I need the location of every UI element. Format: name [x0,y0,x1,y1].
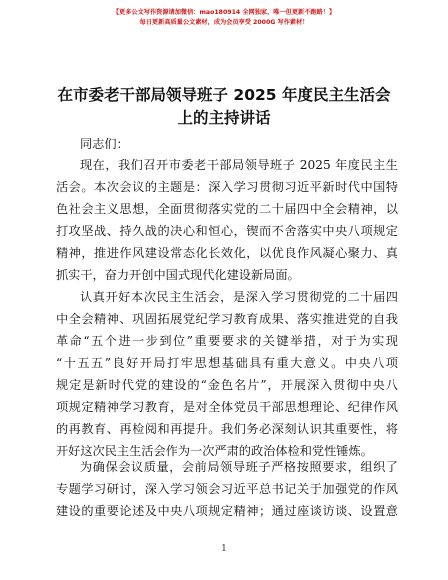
paragraph-line: 打攻坚战、持久战的决心和恒心，锲而不舍落实中央八项规定 [56,224,398,238]
paragraph-line: 项规定精神学习教育，是对全体党员干部思想理论、纪律作风 [56,400,398,414]
promo-banner-line2: 每日更新高质量公文素材，成为会员享受 2000G 写作素材！ [139,19,309,26]
paragraph-line: “十五五”良好开局打牢思想基础具有重大意义。中央八项 [56,356,398,370]
page-number: 1 [221,544,227,554]
paragraph-line: 革命“五个进一步到位”重要要求的关键举措，对于为实现 [56,334,398,348]
paragraph-2 [56,286,398,462]
paragraph-line: 精神，推进作风建设常态化长效化，以优良作风凝心聚力、真 [56,246,398,260]
paragraph-line: 活会。本次会议的主题是：深入学习贯彻习近平新时代中国特 [56,180,398,194]
paragraph-line: 现在，我们召开市委老干部局领导班子 2025 年度民主生 [80,158,398,172]
paragraph-line: 为确保会议质量，会前局领导班子严格按照要求，组织了 [80,460,398,474]
paragraph-line: 色社会主义思想，全面贯彻落实党的二十届四中全会精神，以 [56,202,398,216]
paragraph-3 [56,456,398,522]
paragraph-line: 的再教育、再检阅和再提升。我们务必深刻认识其重要性，将 [56,422,398,436]
paragraph-line: 中全会精神、巩固拓展党纪学习教育成果、落实推进党的自我 [56,312,398,326]
document-title-line2: 上的主持讲话 [177,109,271,127]
paragraph-line: 建设的重要论述及中央八项规定精神；通过座谈访谈、设置意 [56,504,398,518]
promo-banner-line1: 【更多公文写作资源请加微信：mao180914 全网独家，唯一但更新不跑路！】 [112,9,336,16]
paragraph-line: 认真开好本次民主生活会，是深入学习贯彻党的二十届四 [80,290,398,304]
paragraph-line: 开好这次民主生活会作为一次严肃的政治体检和党性锤炼。 [56,444,373,458]
paragraph-line: 抓实干，奋力开创中国式现代化建设新局面。 [56,268,300,282]
paragraph-line: 规定是新时代党的建设的“金色名片”，开展深入贯彻中央八 [56,378,398,392]
salutation: 同志们： [80,137,129,151]
paragraph-line: 专题学习研讨，深入学习领会习近平总书记关于加强党的作风 [56,482,398,496]
document-title-line1: 在市委老干部局领导班子 2025 年度民主生活会 [57,86,391,104]
paragraph-1 [56,154,398,286]
